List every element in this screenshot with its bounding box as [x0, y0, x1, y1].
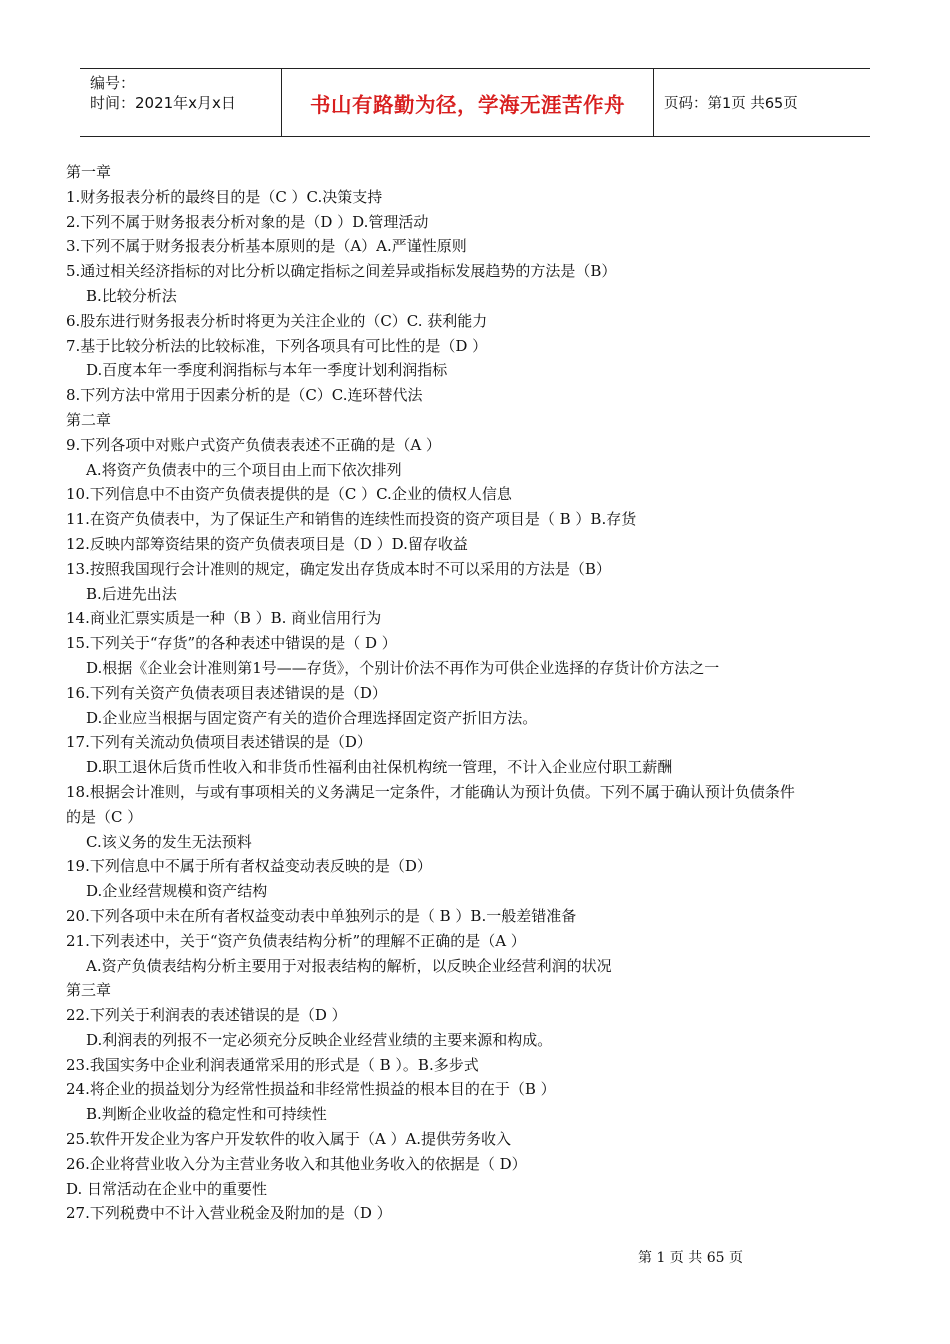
- answer-line: D.企业应当根据与固定资产有关的造价合理选择固定资产折旧方法。: [86, 708, 538, 727]
- answer-line: B.比较分析法: [86, 286, 177, 305]
- text-line: 2.下列不属于财务报表分析对象的是（D ）D.管理活动: [66, 212, 429, 231]
- header-meta-cell: [80, 69, 282, 136]
- text-line: 18.根据会计准则，与或有事项相关的义务满足一定条件，才能确认为预计负债。下列不属于确认预计负债条件: [66, 782, 795, 801]
- text-line: 第一章: [66, 163, 112, 181]
- page-footer: [638, 1247, 743, 1267]
- header-motto: 书山有路勤为径，学海无涯苦作舟: [310, 92, 625, 117]
- text-line: 27.下列税费中不计入营业税金及附加的是（D ）: [66, 1204, 392, 1223]
- text-line: 12.反映内部筹资结果的资产负债表项目是（D ）D.留存收益: [66, 534, 468, 553]
- answer-line: D.企业经营规模和资产结构: [86, 882, 268, 901]
- text-line: 17.下列有关流动负债项目表述错误的是（D）: [66, 733, 372, 752]
- text-line: 13.按照我国现行会计准则的规定，确定发出存货成本时不可以采用的方法是（B）: [66, 559, 611, 578]
- header-motto-cell: [282, 69, 654, 136]
- page-header: [80, 68, 870, 137]
- text-line: 19.下列信息中不属于所有者权益变动表反映的是（D）: [66, 857, 432, 876]
- text-line: 第三章: [66, 981, 112, 1000]
- answer-line: D.职工退休后货币性收入和非货币性福利由社保机构统一管理，不计入企业应付职工薪酬: [86, 758, 673, 777]
- document-body: [66, 160, 896, 1226]
- text-line: 15.下列关于“存货”的各种表述中错误的是（ D ）: [66, 634, 397, 653]
- header-page-cell: [654, 69, 870, 136]
- document-date-label: 时间：2021年x月x日: [90, 94, 236, 112]
- text-line: 9.下列各项中对账户式资产负债表表述不正确的是（A ）: [66, 435, 441, 454]
- answer-line: D.利润表的列报不一定必须充分反映企业经营业绩的主要来源和构成。: [86, 1030, 553, 1049]
- answer-line: A.资产负债表结构分析主要用于对报表结构的解析，以反映企业经营利润的状况: [86, 956, 612, 975]
- text-line: 14.商业汇票实质是一种（B ）B. 商业信用行为: [66, 609, 382, 628]
- text-line: 26.企业将营业收入分为主营业务收入和其他业务收入的依据是（ D）: [66, 1154, 527, 1173]
- text-line: 16.下列有关资产负债表项目表述错误的是（D）: [66, 683, 387, 702]
- text-line: 23.我国实务中企业利润表通常采用的形式是（ B ）。B.多步式: [66, 1055, 479, 1074]
- text-line: 5.通过相关经济指标的对比分析以确定指标之间差异或指标发展趋势的方法是（B）: [66, 262, 617, 281]
- answer-line: D.百度本年一季度利润指标与本年一季度计划利润指标: [86, 361, 448, 380]
- text-line: 3.下列不属于财务报表分析基本原则的是（A）A.严谨性原则: [66, 237, 467, 256]
- text-line: 21.下列表述中，关于“资产负债表结构分析”的理解不正确的是（A ）: [66, 931, 526, 950]
- document-number-label: 编号：: [90, 74, 136, 92]
- text-line: 20.下列各项中未在所有者权益变动表中单独列示的是（ B ）B.一般差错准备: [66, 906, 577, 925]
- text-line: 7.基于比较分析法的比较标准，下列各项具有可比性的是（D ）: [66, 336, 488, 355]
- answer-line: A.将资产负债表中的三个项目由上而下依次排列: [86, 460, 402, 479]
- text-line: 11.在资产负债表中，为了保证生产和销售的连续性而投资的资产项目是（ B ）B.存货: [66, 510, 637, 529]
- text-line: 22.下列关于利润表的表述错误的是（D ）: [66, 1006, 347, 1025]
- text-line: D. 日常活动在企业中的重要性: [66, 1179, 268, 1198]
- header-page-info: 页码：第1页 共65页: [664, 96, 798, 112]
- answer-line: B.判断企业收益的稳定性和可持续性: [86, 1105, 327, 1124]
- text-line: 1.财务报表分析的最终目的是（C ）C.决策支持: [66, 187, 383, 206]
- text-line: 的是（C ）: [66, 807, 143, 826]
- answer-line: D.根据《企业会计准则第1号——存货》，个别计价法不再作为可供企业选择的存货计价方法之一: [86, 658, 720, 677]
- answer-line: B.后进先出法: [86, 584, 177, 603]
- footer-page-number: 第 1 页 共 65 页: [638, 1250, 743, 1266]
- answer-line: C.该义务的发生无法预料: [86, 832, 252, 851]
- text-line: 6.股东进行财务报表分析时将更为关注企业的（C）C. 获利能力: [66, 311, 488, 330]
- text-line: 第二章: [66, 410, 112, 429]
- text-line: 25.软件开发企业为客户开发软件的收入属于（A ）A.提供劳务收入: [66, 1130, 512, 1149]
- text-line: 10.下列信息中不由资产负债表提供的是（C ）C.企业的债权人信息: [66, 485, 512, 504]
- text-line: 8.下列方法中常用于因素分析的是（C）C.连环替代法: [66, 386, 423, 405]
- text-line: 24.将企业的损益划分为经常性损益和非经常性损益的根本目的在于（B ）: [66, 1080, 556, 1099]
